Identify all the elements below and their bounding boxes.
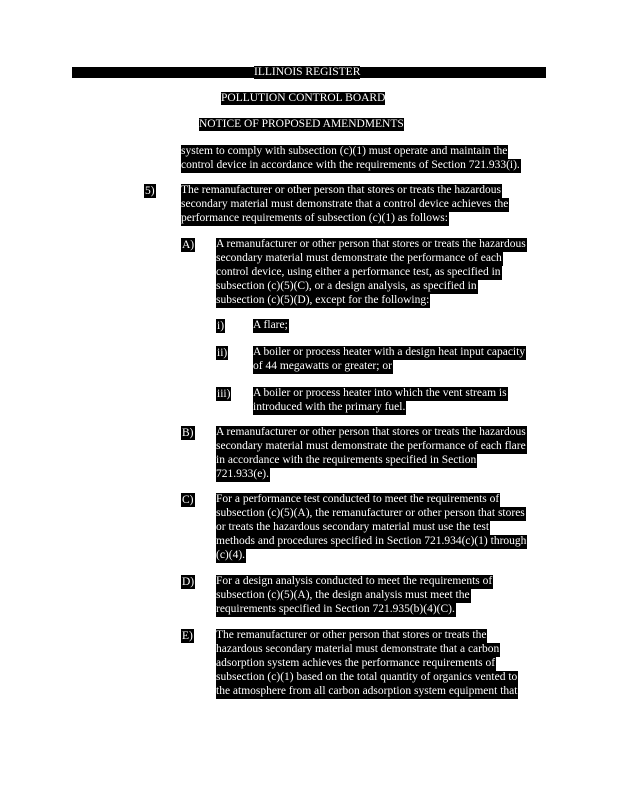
text-line: in accordance with the requirements specified in Section: [216, 453, 477, 466]
text-line: hazardous secondary material must demonstrate that a carbon: [216, 642, 500, 655]
text-line: secondary material must demonstrate the performance of each: [216, 251, 502, 264]
text-line: subsection (c)(5)(A), the design analysis must meet the: [216, 588, 470, 601]
text-line: For a performance test conducted to meet the requirements of: [216, 493, 500, 505]
register-title: ILLINOIS REGISTER: [254, 66, 361, 78]
item-E-paragraph: [216, 629, 518, 699]
text-line: The remanufacturer or other person that stores or treats the: [216, 629, 487, 641]
item-iii-paragraph: [253, 387, 508, 415]
text-line: A boiler or process heater into which the vent stream is: [253, 387, 507, 399]
item-ii-paragraph: [253, 346, 526, 374]
item-i-paragraph: [253, 319, 289, 333]
item-5-paragraph: [181, 184, 509, 226]
text-line: secondary material must demonstrate that a control device achieves the: [181, 197, 509, 210]
notice-title: NOTICE OF PROPOSED AMENDMENTS: [199, 118, 404, 130]
item-D-paragraph: [216, 575, 493, 617]
text-line: subsection (c)(1) based on the total quantity of organics vented to: [216, 670, 518, 683]
item-ii-label: ii): [217, 347, 228, 359]
item-iii-label: iii): [217, 388, 231, 400]
text-line: The remanufacturer or other person that stores or treats the hazardous: [181, 184, 501, 196]
text-line: methods and procedures specified in Section 721.934(c)(1) through: [216, 534, 527, 547]
text-line: control device, using either a performance test, as specified in: [216, 265, 501, 278]
text-line: subsection (c)(5)(C), or a design analysis, as specified in: [216, 279, 477, 292]
text-line: introduced with the primary fuel.: [253, 400, 406, 413]
item-C-label: C): [182, 494, 194, 506]
board-title: POLLUTION CONTROL BOARD: [221, 92, 386, 104]
text-line: system to comply with subsection (c)(1) must operate and maintain the: [181, 145, 508, 157]
text-line: A remanufacturer or other person that stores or treats the hazardous: [216, 238, 526, 250]
text-line: A boiler or process heater with a design heat input capacity: [253, 346, 526, 358]
text-line: performance requirements of subsection (c)(1) as follows:: [181, 211, 448, 224]
item-D-label: D): [182, 576, 195, 588]
item-E-label: E): [182, 630, 193, 642]
text-line: subsection (c)(5)(A), the remanufacturer or other person that stores: [216, 506, 525, 519]
text-line: the atmosphere from all carbon adsorption system equipment that: [216, 684, 518, 697]
continuation-paragraph: [181, 145, 521, 173]
text-line: (c)(4).: [216, 548, 246, 561]
text-line: requirements specified in Section 721.935(b)(4)(C).: [216, 602, 455, 615]
text-line: For a design analysis conducted to meet the requirements of: [216, 575, 493, 587]
text-line: 721.933(e).: [216, 467, 270, 480]
text-line: or treats the hazardous secondary material must use the test: [216, 520, 490, 533]
item-A-label: A): [182, 239, 195, 251]
item-5-label: 5): [145, 185, 155, 197]
text-line: control device in accordance with the requirements of Section 721.933(i).: [181, 158, 520, 171]
text-line: secondary material must demonstrate the performance of each flare: [216, 439, 526, 452]
text-line: adsorption system achieves the performance requirements of: [216, 656, 496, 669]
item-A-paragraph: [216, 238, 527, 308]
item-i-label: i): [217, 320, 225, 332]
text-line: of 44 megawatts or greater; or: [253, 359, 392, 372]
text-line: A flare;: [253, 319, 288, 331]
item-C-paragraph: [216, 493, 527, 563]
text-line: subsection (c)(5)(D), except for the following:: [216, 293, 430, 306]
item-B-paragraph: [216, 426, 527, 482]
item-B-label: B): [182, 427, 194, 439]
text-line: A remanufacturer or other person that stores or treats the hazardous: [216, 426, 526, 438]
